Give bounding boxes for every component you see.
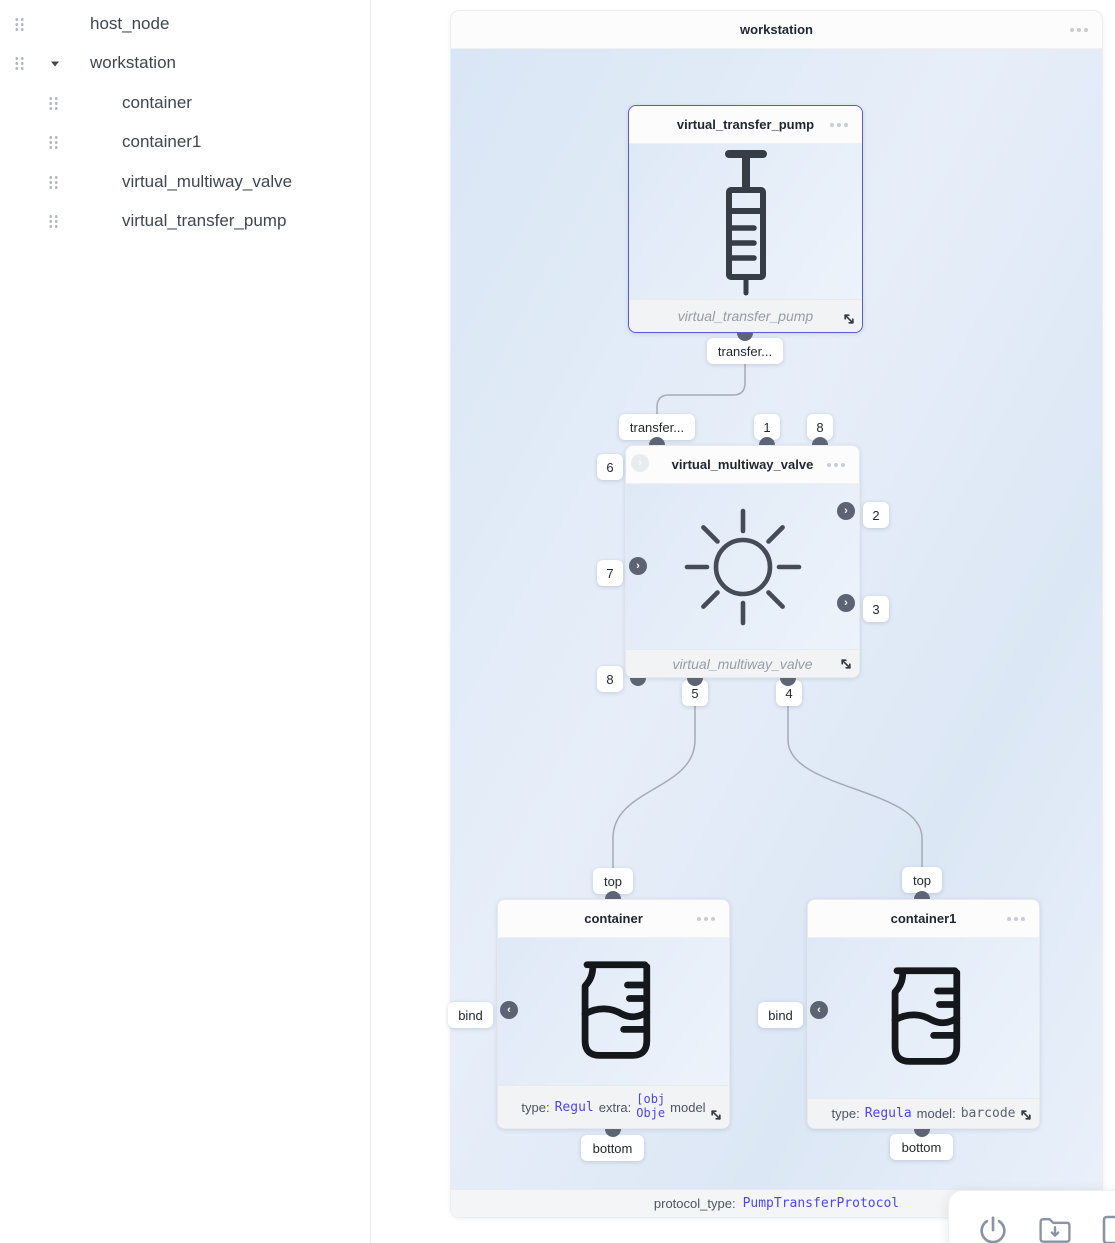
more-menu-icon[interactable] [1007,917,1025,921]
container-node-title: container [584,911,643,926]
container-port-label-bind[interactable]: bind [448,1002,493,1028]
node-virtual-transfer-pump[interactable] [628,105,863,333]
device-tree-sidebar [0,0,371,1243]
type-label: type: [831,1106,860,1121]
model-label: model: [916,1106,956,1121]
node-virtual-multiway-valve[interactable] [625,445,860,678]
valve-port-label-7[interactable]: 7 [597,560,623,586]
valve-port-connector-3[interactable] [837,594,855,612]
workstation-title: workstation [740,22,813,37]
container1-node-body[interactable] [808,938,1039,1098]
drag-handle-icon[interactable] [14,56,24,70]
resize-handle-icon[interactable] [709,1108,723,1122]
valve-port-label-6[interactable]: 6 [597,454,623,480]
container1-fields [808,1106,1039,1121]
resize-handle-icon[interactable] [842,312,856,326]
beaker-icon [872,964,976,1072]
tree-item-label[interactable]: container [122,92,192,112]
device-tree [0,0,370,241]
container1-port-label-top[interactable]: top [902,867,942,893]
container-node-footer [498,1085,729,1128]
valve-port-label-8-top[interactable]: 8 [807,414,833,440]
more-menu-icon[interactable] [830,123,848,127]
tree-item-label[interactable]: virtual_transfer_pump [122,211,287,231]
sidebar-item-workstation[interactable] [0,44,370,84]
caret-down-icon[interactable] [51,62,59,67]
protocol-type-value: PumpTransferProtocol [742,1196,900,1211]
pump-node-title: virtual_transfer_pump [676,117,815,132]
folder-download-icon [1037,1213,1073,1243]
pump-node-header[interactable] [629,106,862,144]
drag-handle-icon[interactable] [14,17,24,31]
sidebar-item-container1[interactable] [0,123,370,163]
export-button[interactable] [1099,1212,1115,1243]
model-value: barcode [960,1106,1016,1121]
type-value: Regula [864,1106,912,1121]
container1-node-header[interactable] [808,900,1039,938]
valve-port-label-3[interactable]: 3 [863,596,889,622]
power-button[interactable] [975,1212,1011,1243]
resize-handle-icon[interactable] [1019,1108,1033,1122]
sidebar-item-virtual-transfer-pump[interactable] [0,202,370,242]
sidebar-item-container[interactable] [0,83,370,123]
container-bind-port-connector[interactable] [500,1001,518,1019]
valve-node-body[interactable] [626,484,859,649]
container1-port-label-bottom[interactable]: bottom [890,1134,953,1160]
syringe-icon [724,148,768,296]
type-label: type: [521,1099,550,1115]
valve-node-subtitle: virtual_multiway_valve [672,655,813,672]
container1-node-title: container1 [890,911,957,926]
resize-handle-icon[interactable] [839,657,853,671]
model-label: model [670,1099,706,1115]
drag-handle-icon[interactable] [48,214,58,228]
export-icon [1099,1213,1115,1243]
container-port-label-top[interactable]: top [593,868,633,894]
valve-node-title: virtual_multiway_valve [671,457,814,472]
type-value: Regul [554,1099,594,1115]
sidebar-item-virtual-multiway-valve[interactable] [0,162,370,202]
drag-handle-icon[interactable] [48,96,58,110]
valve-node-header[interactable] [626,446,859,484]
container1-port-label-bind[interactable]: bind [758,1002,803,1028]
valve-port-connector-2[interactable] [837,502,855,520]
valve-port-label-1[interactable]: 1 [754,414,780,440]
pump-node-body[interactable] [629,144,862,299]
valve-port-label-8-left[interactable]: 8 [597,666,623,692]
tree-item-label[interactable]: container1 [122,132,202,152]
load-button[interactable] [1037,1212,1073,1243]
power-icon [976,1213,1010,1243]
valve-port-connector-7[interactable] [629,557,647,575]
more-menu-icon[interactable] [827,463,845,467]
valve-port-label-2[interactable]: 2 [863,502,889,528]
sidebar-item-host-node[interactable] [0,4,370,44]
valve-node-footer [626,649,859,677]
pump-node-footer [629,299,862,332]
container-node-body[interactable] [498,938,729,1085]
drag-handle-icon[interactable] [48,175,58,189]
container-node-header[interactable] [498,900,729,938]
extra-value: [obj Obje [636,1093,666,1120]
extra-label: extra: [598,1099,632,1115]
valve-port-connector-6[interactable] [631,454,649,472]
pump-node-subtitle: virtual_transfer_pump [677,308,814,324]
canvas-action-toolbar [948,1190,1115,1243]
container1-node-footer [808,1098,1039,1128]
valve-port-label-4[interactable]: 4 [776,680,802,706]
protocol-type-label: protocol_type: [653,1196,736,1211]
tree-item-label[interactable]: host_node [90,13,170,33]
more-menu-icon[interactable] [697,917,715,921]
pump-port-label-transfer[interactable]: transfer... [707,338,783,364]
node-container1[interactable] [807,899,1040,1129]
tree-item-label[interactable]: virtual_multiway_valve [122,171,293,191]
valve-port-label-transfer[interactable]: transfer... [619,414,695,440]
workstation-header[interactable] [451,11,1102,49]
multiway-valve-icon [682,506,804,628]
container1-bind-port-connector[interactable] [810,1001,828,1019]
more-menu-icon[interactable] [1070,28,1088,32]
node-container[interactable] [497,899,730,1129]
beaker-icon [562,958,666,1066]
drag-handle-icon[interactable] [48,135,58,149]
tree-item-label[interactable]: workstation [90,53,176,73]
valve-port-label-5[interactable]: 5 [682,680,708,706]
container-port-label-bottom[interactable]: bottom [581,1135,644,1161]
container-fields [498,1093,729,1121]
